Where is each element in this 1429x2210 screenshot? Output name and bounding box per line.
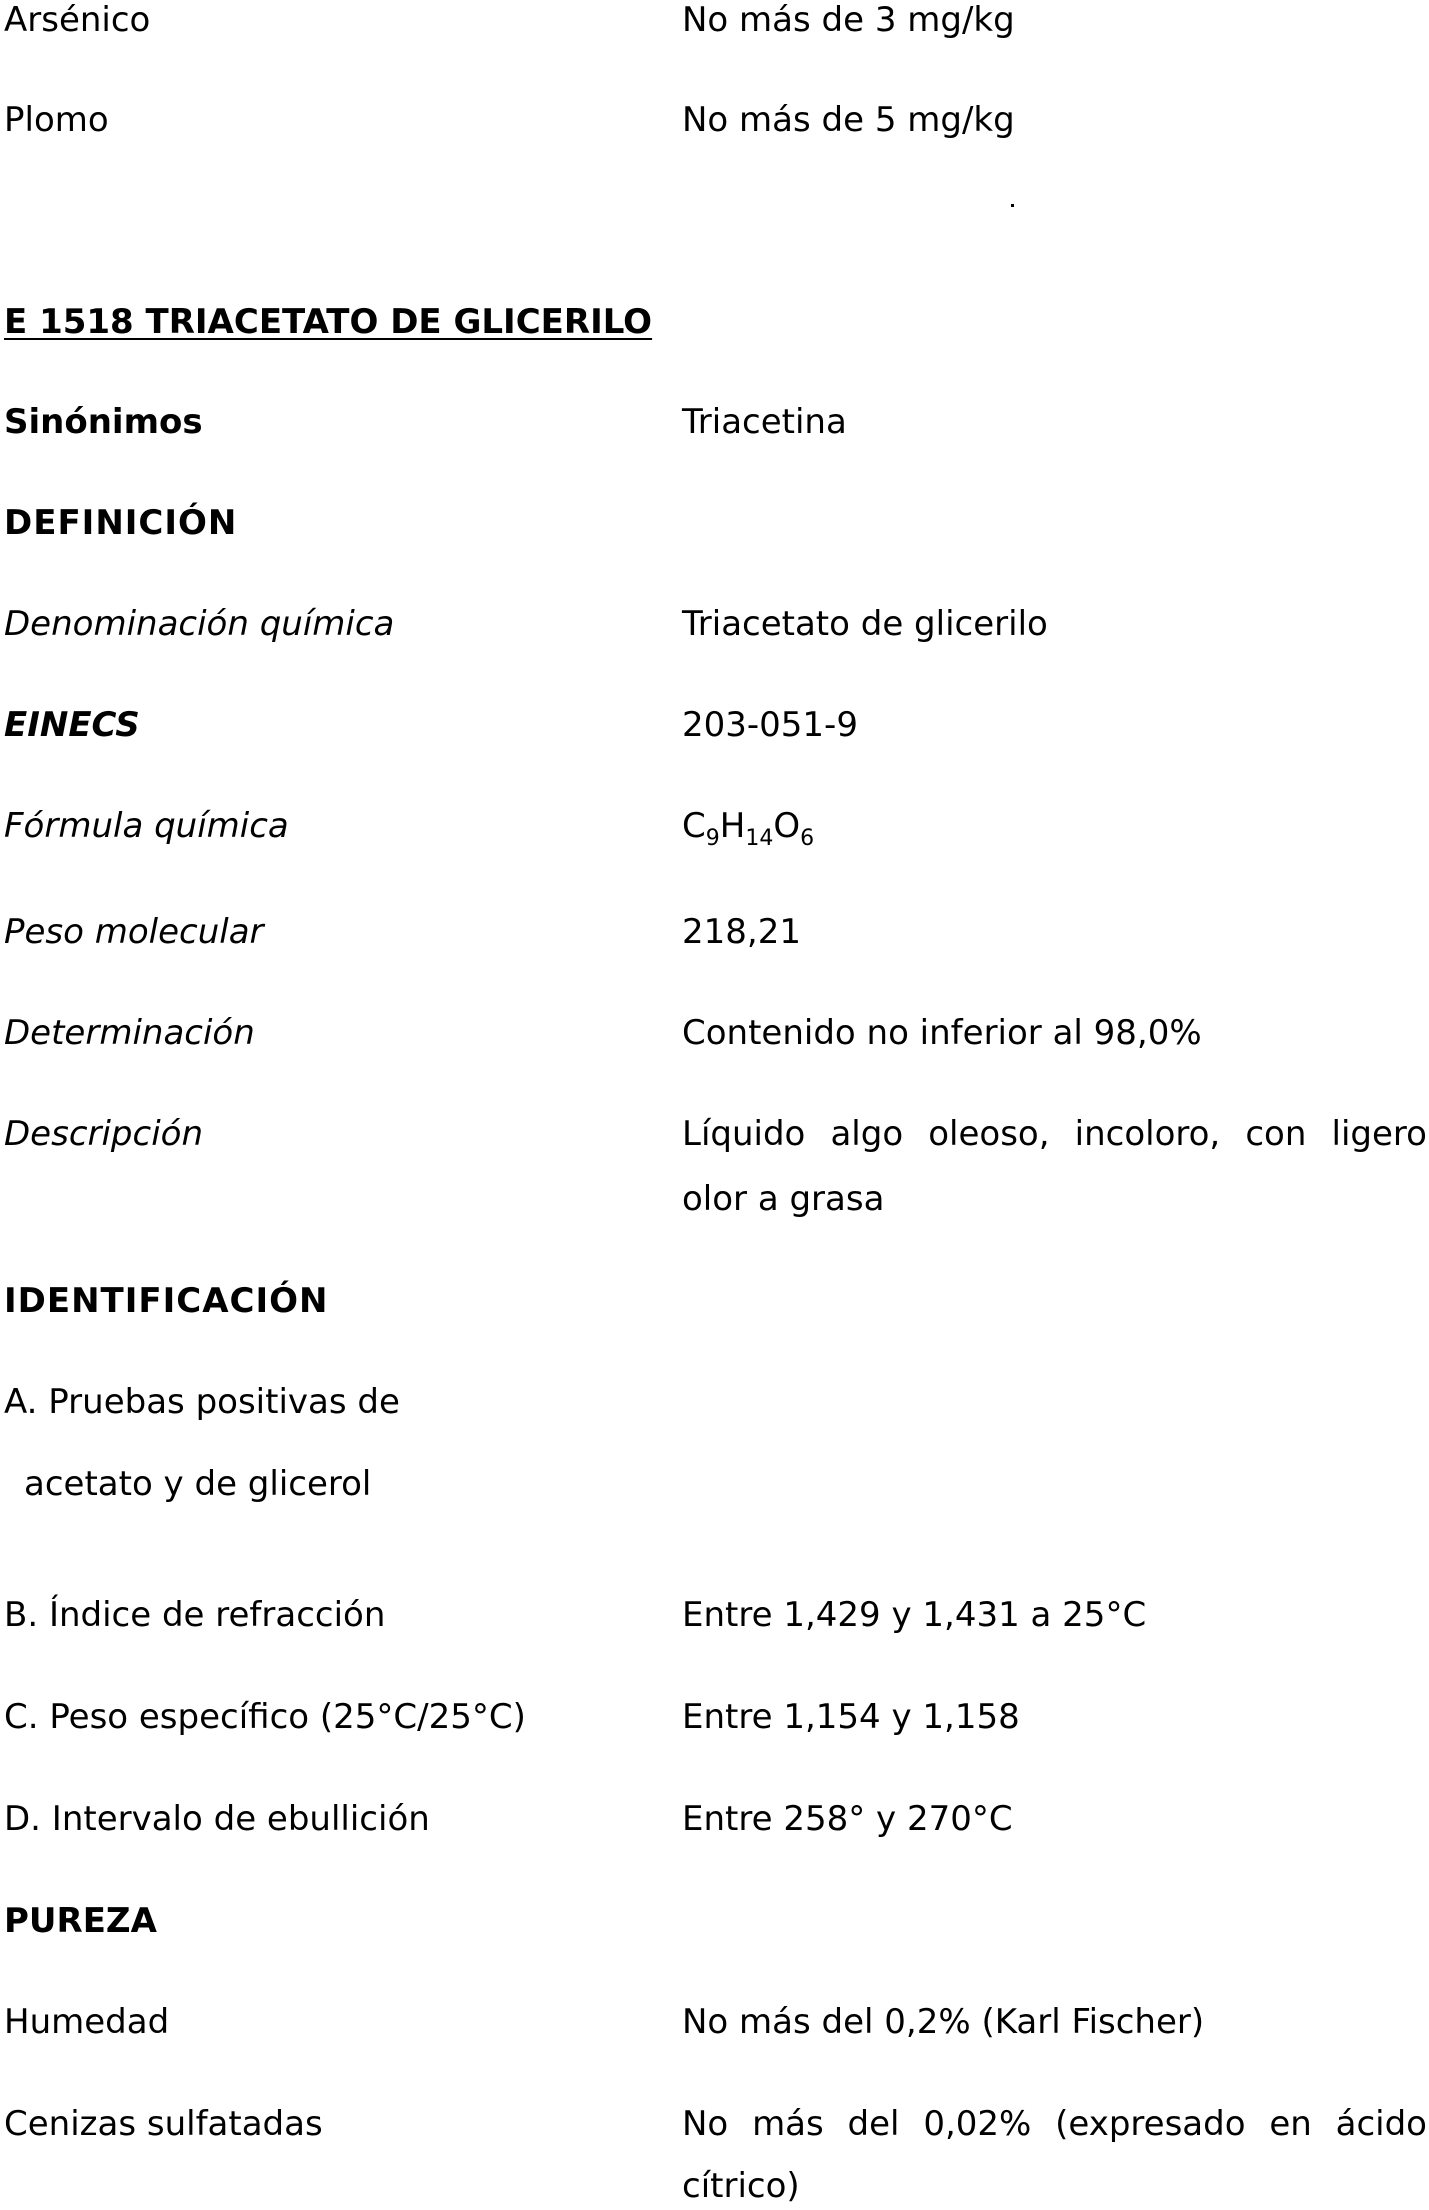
definition-heading: DEFINICIÓN xyxy=(4,503,238,543)
assay-value: Contenido no inferior al 98,0% xyxy=(682,1013,1202,1053)
description-word: algo xyxy=(830,1114,904,1154)
einecs-value: 203-051-9 xyxy=(682,705,858,745)
refraction-value: Entre 1,429 y 1,431 a 25°C xyxy=(682,1595,1147,1635)
moisture-label: Humedad xyxy=(4,2002,170,2042)
formula-h: H xyxy=(719,806,746,846)
sulphated-ash-value-line1 xyxy=(682,2104,1427,2144)
specific-gravity-label: C. Peso específico (25°C/25°C) xyxy=(4,1697,526,1737)
sulphated-ash-word: ácido xyxy=(1335,2104,1427,2144)
sulphated-ash-word: en xyxy=(1269,2104,1312,2144)
sulphated-ash-word: más xyxy=(752,2104,824,2144)
identification-heading: IDENTIFICACIÓN xyxy=(4,1281,329,1321)
sulphated-ash-word: 0,02% xyxy=(923,2104,1032,2144)
description-word: incoloro, xyxy=(1074,1114,1221,1154)
synonyms-value: Triacetina xyxy=(682,402,847,442)
molecular-weight-label: Peso molecular xyxy=(4,912,264,952)
purity-heading: PUREZA xyxy=(4,1901,157,1941)
scan-speck xyxy=(1011,204,1014,207)
assay-label: Determinación xyxy=(4,1013,255,1053)
formula-h-sub: 14 xyxy=(745,826,774,851)
formula-o-sub: 6 xyxy=(800,826,815,851)
synonyms-label: Sinónimos xyxy=(4,402,203,442)
formula-c: C xyxy=(682,806,706,846)
refraction-label: B. Índice de refracción xyxy=(4,1595,386,1635)
formula-label: Fórmula química xyxy=(4,806,289,846)
description-word: ligero xyxy=(1331,1114,1427,1154)
chemical-name-value: Triacetato de glicerilo xyxy=(682,604,1048,644)
formula-o: O xyxy=(773,806,801,846)
identification-a-line1: A. Pruebas positivas de xyxy=(4,1382,400,1422)
arsenic-value: No más de 3 mg/kg xyxy=(682,0,1015,40)
formula-value xyxy=(682,806,815,851)
moisture-value: No más del 0,2% (Karl Fischer) xyxy=(682,2002,1205,2042)
sulphated-ash-word: del xyxy=(847,2104,900,2144)
description-label: Descripción xyxy=(4,1114,204,1154)
lead-label: Plomo xyxy=(4,100,109,140)
description-word: con xyxy=(1245,1114,1307,1154)
description-value-line1 xyxy=(682,1114,1427,1154)
sulphated-ash-word: No xyxy=(682,2104,729,2144)
description-word: oleoso, xyxy=(928,1114,1050,1154)
molecular-weight-value: 218,21 xyxy=(682,912,801,952)
einecs-label: EINECS xyxy=(4,705,140,745)
sulphated-ash-value-line2: cítrico) xyxy=(682,2166,800,2206)
boiling-range-value: Entre 258° y 270°C xyxy=(682,1799,1013,1839)
chemical-name-label: Denominación química xyxy=(4,604,395,644)
description-value-line2: olor a grasa xyxy=(682,1179,885,1219)
formula-c-sub: 9 xyxy=(705,826,720,851)
section-title: E 1518 TRIACETATO DE GLICERILO xyxy=(4,302,653,342)
boiling-range-label: D. Intervalo de ebullición xyxy=(4,1799,430,1839)
arsenic-label: Arsénico xyxy=(4,0,151,40)
sulphated-ash-label: Cenizas sulfatadas xyxy=(4,2104,323,2144)
specific-gravity-value: Entre 1,154 y 1,158 xyxy=(682,1697,1020,1737)
identification-a-line2: acetato y de glicerol xyxy=(24,1464,372,1504)
lead-value: No más de 5 mg/kg xyxy=(682,100,1015,140)
sulphated-ash-word: (expresado xyxy=(1055,2104,1246,2144)
description-word: Líquido xyxy=(682,1114,806,1154)
